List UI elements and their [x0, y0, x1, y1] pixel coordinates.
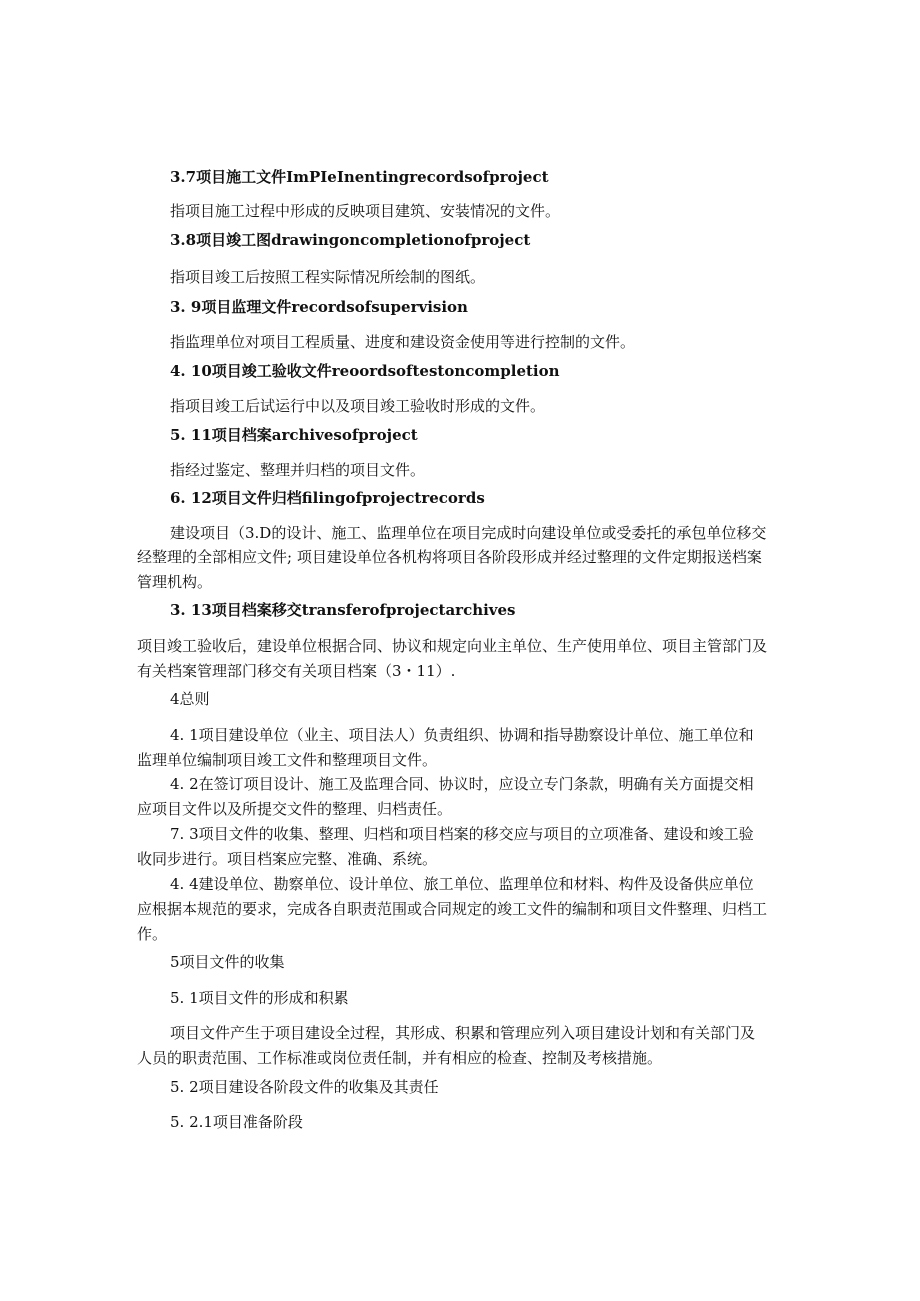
term-3-12-definition-line3: 管理机构。	[137, 573, 213, 591]
clause-4-3-line2: 收同步进行。项目档案应完整、准确、系统。	[137, 850, 438, 868]
clause-4-1-line1: 4. 1项目建设单位（业主、项目法人）负责组织、协调和指导勘察设计单位、施工单位和	[170, 726, 754, 744]
clause-4-2-line2: 应项目文件以及所提交文件的整理、归档责任。	[137, 800, 453, 818]
term-3-13-definition-line2: 有关档案管理部门移交有关项目档案（3・11）.	[137, 662, 456, 680]
clause-4-4-line2: 应根据本规范的要求，完成各自职责范围或合同规定的竣工文件的编制和项目文件整理、归档工	[137, 900, 768, 918]
term-3-12-definition-line2: 经整理的全部相应文件; 项目建设单位各机构将项目各阶段形成并经过整理的文件定期报送档案	[137, 548, 762, 566]
clause-5-1-text-line1: 项目文件产生于项目建设全过程，其形成、积累和管理应列入项目建设计划和有关部门及	[170, 1024, 756, 1042]
term-3-10-heading: 4. 10项目竣工验收文件reoordsoftestoncompletion	[170, 362, 560, 380]
clause-5-1-text-line2: 人员的职责范围、工作标准或岗位责任制，并有相应的检查、控制及考核措施。	[137, 1049, 663, 1067]
term-3-12-heading: 6. 12项目文件归档filingofprojectrecords	[170, 489, 485, 507]
term-3-13-definition-line1: 项目竣工验收后，建设单位根据合同、协议和规定向业主单位、生产使用单位、项目主管部门及	[137, 637, 768, 655]
term-3-12-definition-line1: 建设项目（3.D的设计、施工、监理单位在项目完成时向建设单位或受委托的承包单位移交	[170, 524, 767, 542]
section-4-heading: 4总则	[170, 690, 210, 708]
term-3-7-heading: 3.7项目施工文件ImPIeInentingrecordsofproject	[170, 168, 549, 186]
clause-4-3-line1: 7. 3项目文件的收集、整理、归档和项目档案的移交应与项目的立项准备、建设和竣工验	[170, 825, 754, 843]
term-3-8-heading: 3.8项目竣工图drawingoncompletionofproject	[170, 231, 531, 249]
clause-4-4-line1: 4. 4建设单位、勘察单位、设计单位、旅工单位、监理单位和材料、构件及设备供应单位	[170, 875, 754, 893]
clause-5-2-1-heading: 5. 2.1项目准备阶段	[170, 1113, 303, 1131]
clause-4-2-line1: 4. 2在签订项目设计、施工及监理合同、协议时，应设立专门条款，明确有关方面提交相	[170, 775, 754, 793]
clause-5-2-heading: 5. 2项目建设各阶段文件的收集及其责任	[170, 1078, 439, 1096]
term-3-11-definition: 指经过鉴定、整理并归档的项目文件。	[170, 461, 426, 479]
clause-4-4-line3: 作。	[137, 925, 168, 943]
term-3-10-definition: 指项目竣工后试运行中以及项目竣工验收时形成的文件。	[170, 397, 546, 415]
section-5-heading: 5项目文件的收集	[170, 953, 285, 971]
term-3-8-definition: 指项目竣工后按照工程实际情况所绘制的图纸。	[170, 268, 486, 286]
term-3-9-heading: 3. 9项目监理文件recordsofsupervision	[170, 298, 468, 316]
clause-4-1-line2: 监理单位编制项目竣工文件和整理项目文件。	[137, 751, 438, 769]
term-3-11-heading: 5. 11项目档案archivesofproject	[170, 426, 418, 444]
term-3-9-definition: 指监理单位对项目工程质量、进度和建设资金使用等进行控制的文件。	[170, 333, 636, 351]
term-3-7-definition: 指项目施工过程中形成的反映项目建筑、安装情况的文件。	[170, 202, 561, 220]
clause-5-1-heading: 5. 1项目文件的形成和积累	[170, 989, 349, 1007]
term-3-13-heading: 3. 13项目档案移交transferofprojectarchives	[170, 601, 516, 619]
